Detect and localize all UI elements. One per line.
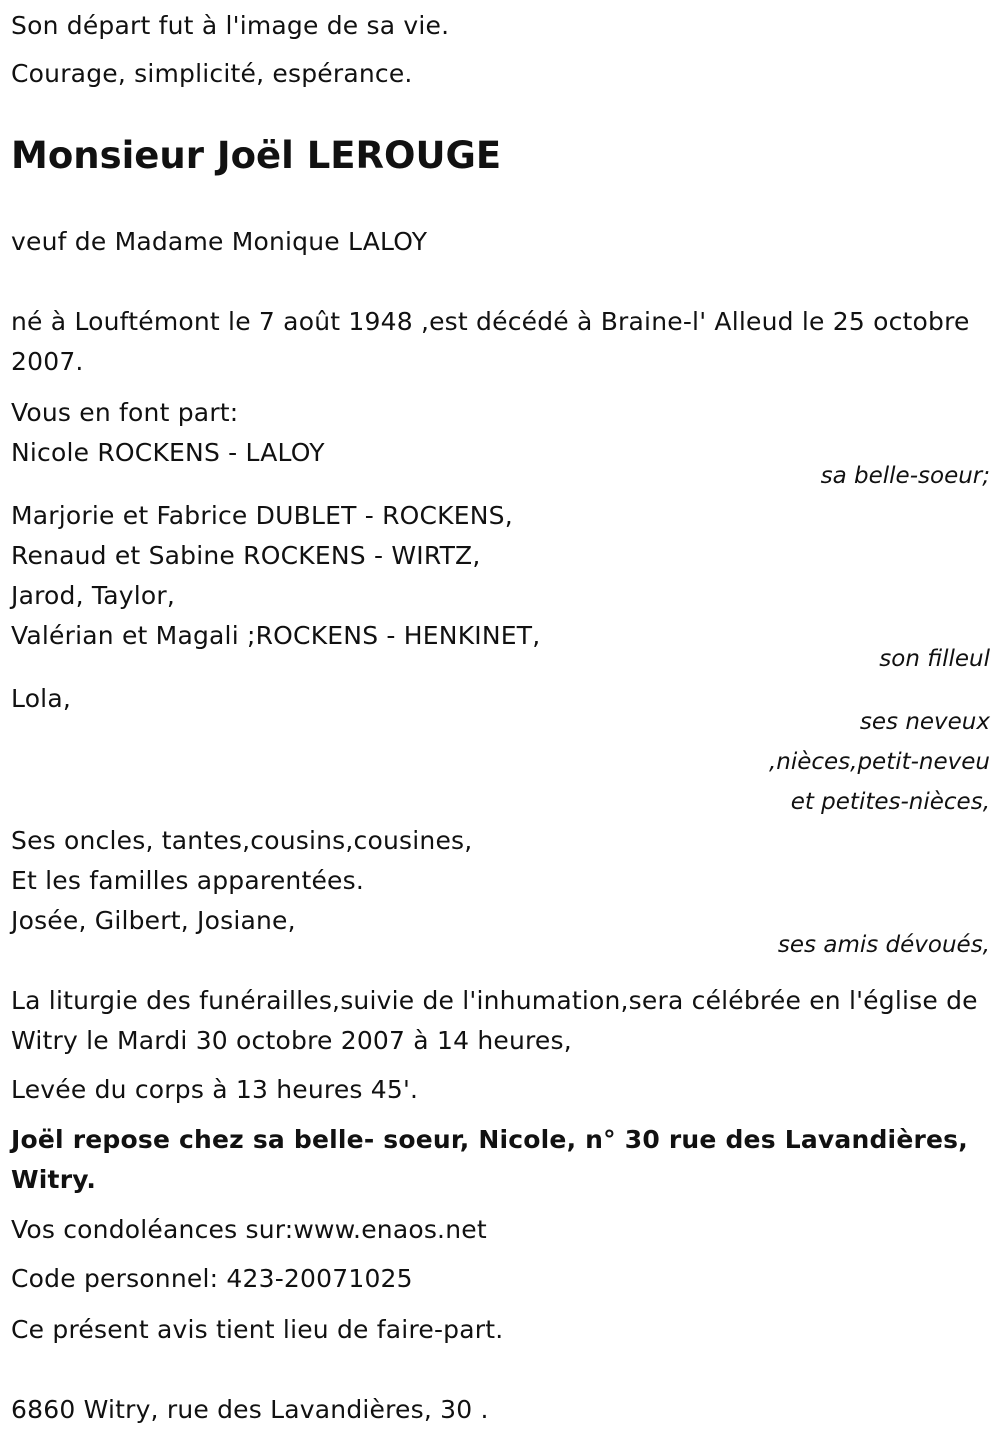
address-text: 6860 Witry, rue des Lavandières, 30 . xyxy=(11,1395,489,1424)
nephews-role-line: ,nièces,petit-neveu xyxy=(768,749,990,775)
relative-line: Jarod, Taylor, xyxy=(11,581,175,610)
godson-role: son filleul xyxy=(879,646,990,672)
notice-text: Ce présent avis tient lieu de faire-part. xyxy=(11,1315,504,1344)
announcement-intro: Vous en font part: xyxy=(11,398,239,427)
birth-death-text: né à Louftémont le 7 août 1948 ,est décédé à Braine-l' Alleud le 25 octobre 2007. xyxy=(11,307,970,376)
lola-line: Lola, xyxy=(11,684,71,713)
sister-in-law-role: sa belle-soeur; xyxy=(820,463,990,489)
friends-role: ses amis dévoués, xyxy=(777,932,990,958)
condolences-text: Vos condoléances sur:www.enaos.net xyxy=(11,1215,487,1244)
relative-line: Valérian et Magali ;ROCKENS - HENKINET, xyxy=(11,621,541,650)
extended-family-line: Ses oncles, tantes,cousins,cousines, xyxy=(11,826,473,855)
epitaph-line-2: Courage, simplicité, espérance. xyxy=(11,59,413,88)
nephews-role-line: et petites-nièces, xyxy=(790,789,990,815)
extended-family-line: Et les familles apparentées. xyxy=(11,866,364,895)
liturgy-text: La liturgie des funérailles,suivie de l'inhumation,sera célébrée en l'église de Witry le Mardi 30 octobre 2007 à 14 heures, xyxy=(11,986,978,1055)
rest-location-text: Joël repose chez sa belle- soeur, Nicole, n° 30 rue des Lavandières, Witry. xyxy=(11,1125,968,1194)
deceased-name: Monsieur Joël LEROUGE xyxy=(11,134,502,177)
relative-line: Renaud et Sabine ROCKENS - WIRTZ, xyxy=(11,541,481,570)
personal-code-text: Code personnel: 423-20071025 xyxy=(11,1264,413,1293)
epitaph-line-1: Son départ fut à l'image de sa vie. xyxy=(11,11,450,40)
nephews-role-line: ses neveux xyxy=(859,709,990,735)
relative-line: Marjorie et Fabrice DUBLET - ROCKENS, xyxy=(11,501,513,530)
widower-line: veuf de Madame Monique LALOY xyxy=(11,227,428,256)
levee-text: Levée du corps à 13 heures 45'. xyxy=(11,1075,419,1104)
sister-in-law-name: Nicole ROCKENS - LALOY xyxy=(11,438,325,467)
extended-family-line: Josée, Gilbert, Josiane, xyxy=(11,906,296,935)
